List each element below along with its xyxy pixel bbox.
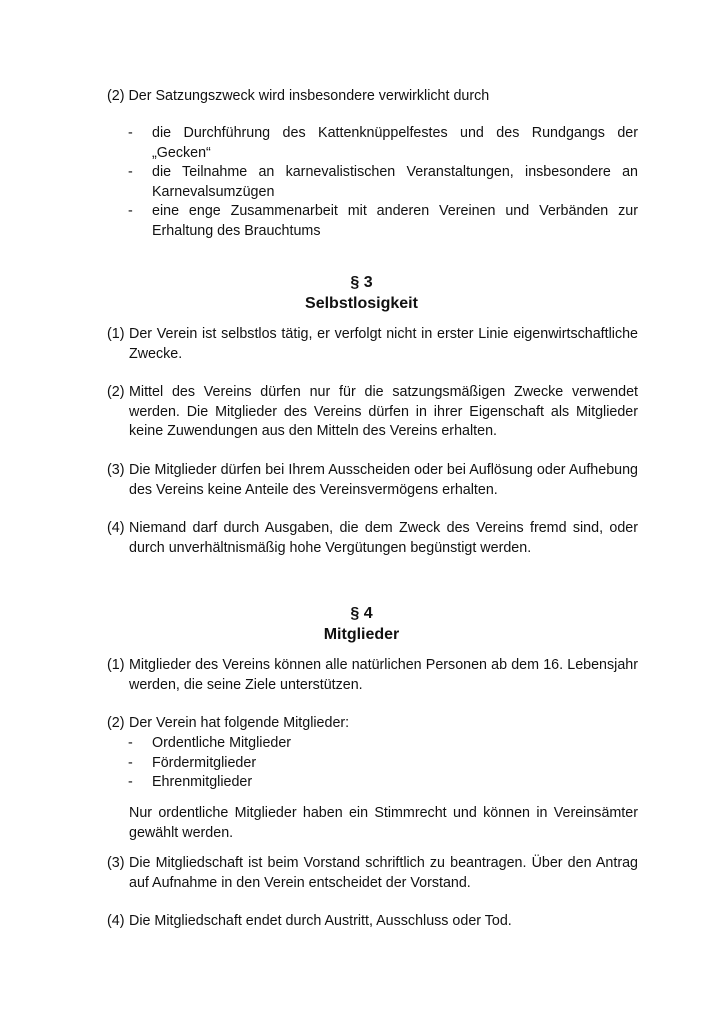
clause-number: (1) (107, 657, 125, 673)
intro-clause (107, 87, 489, 107)
clause-text: Die Mitglieder dürfen bei Ihrem Ausscheiden oder bei Auflösung oder Aufhebung des Vereins keine Anteile des Vereinsvermögens erhalten. (129, 462, 638, 498)
section-3-number: § 3 (350, 274, 373, 291)
section-3-title: Selbstlosigkeit (305, 295, 418, 312)
clause-text: Mittel des Vereins dürfen nur für die satzungsmäßigen Zwecke verwendet werden. Die Mitglieder des Vereins dürfen in ihrer Eigenschaft als Mitglieder keine Zuwendungen aus den Mitteln des Vereins erhalten. (129, 384, 638, 439)
clause-number: (4) (107, 913, 125, 929)
note-text: Nur ordentliche Mitglieder haben ein Stimmrecht und können in Vereinsämter gewählt werden. (129, 805, 638, 841)
list-item-text: die Durchführung des Kattenknüppelfestes und des Rundgangs der „Gecken“ (152, 125, 638, 161)
clause-text: Der Verein hat folgende Mitglieder: (129, 715, 350, 731)
clause-number: (3) (107, 462, 125, 478)
list-item-text: die Teilnahme an karnevalistischen Veranstaltungen, insbesondere an Karnevalsumzügen (152, 164, 638, 200)
section-4-title: Mitglieder (323, 626, 400, 643)
section-4-number: § 4 (350, 605, 373, 622)
clause-text: Mitglieder des Vereins können alle natürlichen Personen ab dem 16. Lebensjahr werden, die seine Ziele unterstützen. (129, 657, 638, 693)
list-item-text: eine enge Zusammenarbeit mit anderen Vereinen und Verbänden zur Erhaltung des Brauchtums (152, 203, 638, 239)
section-4-heading (0, 603, 723, 645)
section-3-clause-1 (107, 325, 638, 364)
list-dash: - (128, 735, 133, 751)
purpose-list (107, 124, 638, 241)
clause-text: Die Mitgliedschaft ist beim Vorstand schriftlich zu beantragen. Über den Antrag auf Aufnahme in den Verein entscheidet der Vorstand. (129, 855, 638, 891)
list-item (107, 202, 638, 241)
list-dash: - (128, 164, 133, 180)
list-item-text: Ehrenmitglieder (152, 774, 253, 790)
intro-clause-text: Der Satzungszweck wird insbesondere verwirklicht durch (128, 88, 490, 104)
clause-number: (3) (107, 855, 125, 871)
list-item (107, 734, 638, 754)
clause-number: (2) (107, 384, 125, 400)
section-3-heading (0, 272, 723, 314)
list-item (107, 163, 638, 202)
list-item (107, 773, 638, 793)
list-item (107, 754, 638, 774)
section-4-clause-1 (107, 656, 638, 695)
section-4-clause-4 (107, 912, 638, 932)
section-4-clause-2 (107, 714, 638, 734)
intro-clause-number: (2) (107, 88, 125, 104)
clause-text: Niemand darf durch Ausgaben, die dem Zweck des Vereins fremd sind, oder durch unverhältnismäßig hohe Vergütungen begünstigt werden. (129, 520, 638, 556)
list-item-text: Ordentliche Mitglieder (152, 735, 292, 751)
clause-number: (4) (107, 520, 125, 536)
clause-text: Die Mitgliedschaft endet durch Austritt, Ausschluss oder Tod. (129, 913, 512, 929)
section-4-clause-3 (107, 854, 638, 893)
section-3-clause-4 (107, 519, 638, 558)
list-item-text: Fördermitglieder (152, 754, 257, 771)
section-3-clause-2 (107, 383, 638, 442)
list-dash: - (128, 754, 133, 771)
list-item (107, 124, 638, 163)
list-dash: - (128, 774, 133, 790)
list-dash: - (128, 203, 133, 219)
clause-number: (2) (107, 715, 125, 731)
list-dash: - (128, 125, 133, 141)
clause-number: (1) (107, 326, 125, 342)
clause-text: Der Verein ist selbstlos tätig, er verfolgt nicht in erster Linie eigenwirtschaftliche Zwecke. (129, 326, 638, 362)
member-types-list (107, 734, 638, 793)
section-3-clause-3 (107, 461, 638, 500)
member-voting-note (107, 804, 638, 843)
